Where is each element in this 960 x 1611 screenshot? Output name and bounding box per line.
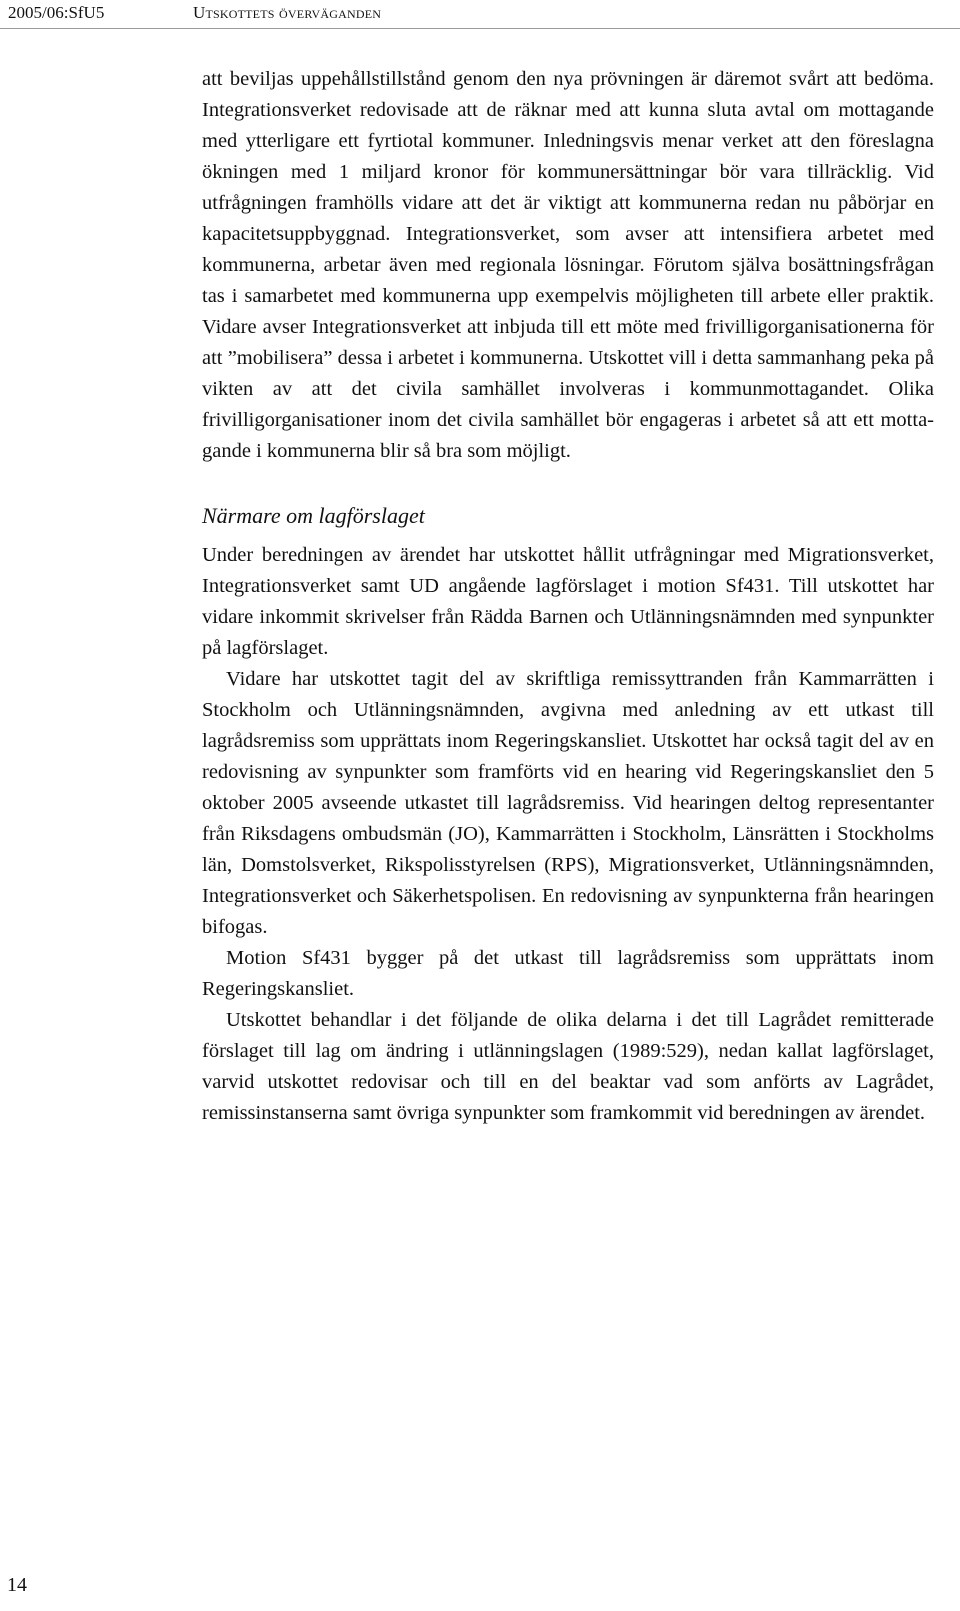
document-body — [202, 64, 934, 1129]
page-number: 14 — [7, 1574, 27, 1596]
section-heading: Närmare om lagförslaget — [202, 503, 425, 528]
section-paragraph: Under beredningen av ärendet har utskottet hållit utfrågningar med Migrationsverket, Integrationsverket samt UD angående lagförslaget i motion Sf431. Till utskottet har vidare inkommit skrivelser från Rädda Barnen och Utlänningsnämnden med synpunkter på lagförslaget. — [202, 544, 934, 659]
section-title: Utskottets överväganden — [193, 3, 382, 22]
header-rule — [0, 28, 960, 29]
section-paragraph: Utskottet behandlar i det följande de olika delarna i det till Lagrådet remitterade förslaget till lag om ändring i utlänningslagen (1989:529), nedan kallat lagförslaget, varvid utskottet redovisar och till en del beaktar vad som anförts av Lagrådet, remissinstanserna samt övriga synpunkter som framkommit vid beredningen av ärendet. — [202, 1009, 934, 1124]
page-header — [0, 0, 960, 30]
body-paragraph: att beviljas uppehållstillstånd genom den nya prövningen är däremot svårt att bedöma. Integrationsverket redovisade att de räknar med att kunna sluta avtal om mottagande med ytterligare ett fyrtiotal kommuner. Inledningsvis menar verket att den föreslagna ökningen med 1 miljard kronor för kommunersättningar bör vara tillräcklig. Vid utfrågningen framhölls vidare att det är viktigt att kommunerna redan nu påbörjar en kapacitetsuppbyggnad. Integrationsverket, som avser att intensifiera arbetet med kommunerna, arbetar även med regionala lösningar. Förutom själva bosättningsfrågan tas i samarbetet med kommunerna upp exempelvis möjligheten till arbete eller praktik. Vidare avser Integrationsverket att inbjuda till ett möte med frivilligorganisationerna för att ”mobilisera” dessa i arbetet i kommunerna. Utskottet vill i detta sammanhang peka på vikten av att det civila samhället involveras i kommunmottagandet. Olika frivilligorganisationer inom det civila samhället bör engageras i arbetet så att ett mottagande i kommunerna blir så bra som möjligt. — [202, 68, 934, 462]
section-paragraph: Vidare har utskottet tagit del av skriftliga remissyttranden från Kammarrätten i Stockholm och Utlänningsnämnden, avgivna med anledning av ett utkast till lagrådsremiss som upprättats inom Regeringskansliet. Utskottet har också tagit del av en redovisning av synpunkter som framförts vid en hearing vid Regeringskansliet den 5 oktober 2005 avseende utkastet till lagrådsremiss. Vid hearingen deltog representanter från Riksdagens ombudsmän (JO), Kammarrätten i Stockholm, Länsrätten i Stockholms län, Domstolsverket, Rikspolisstyrelsen (RPS), Migrationsverket, Utlänningsnämnden, Integrationsverket och Säkerhetspolisen. En redovisning av synpunkterna från hearingen bifogas. — [202, 668, 934, 938]
section-paragraph: Motion Sf431 bygger på det utkast till lagrådsremiss som upprättats inom Regeringskansliet. — [202, 947, 934, 1000]
document-id: 2005/06:SfU5 — [8, 3, 105, 22]
